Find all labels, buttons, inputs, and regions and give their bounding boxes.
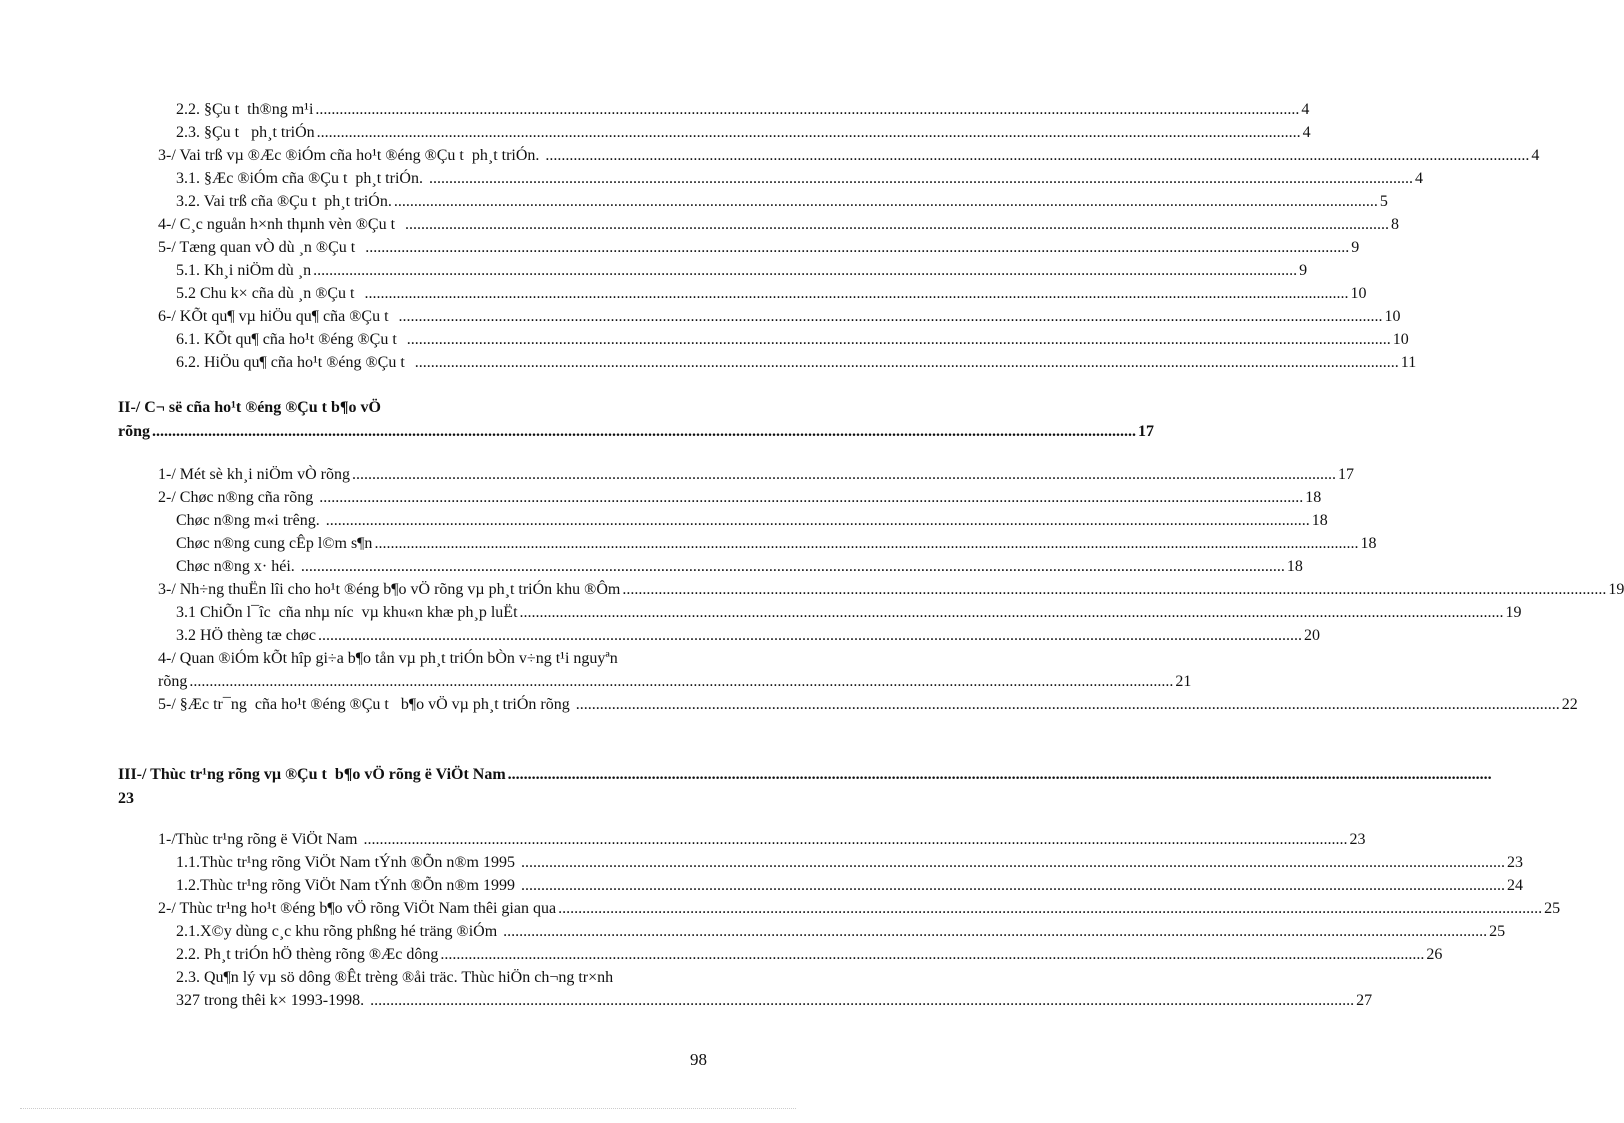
toc-entry: 1.2.Thùc tr¹ng rõng ViÖt Nam tÝnh ®Õn n®m 1999 ...................................................................................................................................................................................................................................................... 24 <box>176 877 1523 894</box>
toc-entry: 5-/ §Æc tr¯ng cña ho¹t ®éng ®Çu t b¶o vÖ vµ ph¸t triÓn rõng ...................................................................................................................................................................................................................................................... 22 <box>158 696 1578 713</box>
toc-entry: 3-/ Nh÷ng thuËn lîi cho ho¹t ®éng b¶o vÖ rõng vµ ph¸t triÓn khu ®Ôm ...................................................................................................................................................................................................................................................... 19 <box>158 581 1624 598</box>
toc-entry: 2.2. Ph¸t triÓn hÖ thèng rõng ®Æc dông ...................................................................................................................................................................................................................................................... 26 <box>176 946 1443 963</box>
toc-entry: 6-/ KÕt qu¶ vµ hiÖu qu¶ cña ®Çu t ...................................................................................................................................................................................................................................................... 10 <box>158 308 1401 325</box>
toc-entry: 3.2. Vai trß cña ®Çu t ph¸t triÓn. ...................................................................................................................................................................................................................................................... 5 <box>176 193 1388 210</box>
toc-entry: 3.1. §Æc ®iÓm cña ®Çu t ph¸t triÓn. ...................................................................................................................................................................................................................................................... 4 <box>176 170 1423 187</box>
toc-entry-cont: rõng ...................................................................................................................................................................................................................................................... 21 <box>158 673 1192 690</box>
toc-entry: 5-/ Tæng quan vÒ dù ¸n ®Çu t ...................................................................................................................................................................................................................................................... 9 <box>158 239 1360 256</box>
toc-entry: Chøc n®ng cung cÊp l©m s¶n ...................................................................................................................................................................................................................................................... 18 <box>176 535 1377 552</box>
toc-entry: 2.1.X©y dùng c¸c khu rõng phßng hé träng ®iÓm ...................................................................................................................................................................................................................................................... 25 <box>176 923 1506 940</box>
toc-entry: 1-/Thùc tr¹ng rõng ë ViÖt Nam ...................................................................................................................................................................................................................................................... 23 <box>158 831 1366 848</box>
toc-entry: 2.3. §Çu t ph¸t triÓn ...................................................................................................................................................................................................................................................... 4 <box>176 124 1311 141</box>
toc-entry: 5.2 Chu k× cña dù ¸n ®Çu t ...................................................................................................................................................................................................................................................... 10 <box>176 285 1367 302</box>
toc-entry: 1-/ Mét sè kh¸i niÖm vÒ rõng ...................................................................................................................................................................................................................................................... 17 <box>158 466 1354 483</box>
toc-entry: 2-/ Chøc n®ng cña rõng ...................................................................................................................................................................................................................................................... 18 <box>158 489 1322 506</box>
section-heading-cont: rõng ...................................................................................................................................................................................................................................................... 17 <box>118 423 1154 440</box>
toc-entry: 3.2 HÖ thèng tæ chøc ...................................................................................................................................................................................................................................................... 20 <box>176 627 1320 644</box>
toc-entry: Chøc n®ng x· héi. ...................................................................................................................................................................................................................................................... 18 <box>176 558 1303 575</box>
toc-entry: 2.2. §Çu t th®ng m¹i ...................................................................................................................................................................................................................................................... 4 <box>176 101 1310 118</box>
toc-entry: 4-/ Quan ®iÓm kÕt hîp gi÷a b¶o tån vµ ph¸t triÓn bÒn v÷ng t¹i nguyªn <box>158 650 618 667</box>
section-heading-page: 23 <box>118 790 134 807</box>
toc-entry: 2.3. Qu¶n lý vµ sö dông ®Êt trèng ®åi träc. Thùc hiÖn ch¬ng tr×nh <box>176 969 614 986</box>
toc-entry: 2-/ Thùc tr¹ng ho¹t ®éng b¶o vÖ rõng ViÖt Nam thêi gian qua ...................................................................................................................................................................................................................................................... 25 <box>158 900 1561 917</box>
toc-entry: 6.2. HiÖu qu¶ cña ho¹t ®éng ®Çu t ...................................................................................................................................................................................................................................................... 11 <box>176 354 1417 371</box>
section-heading: III-/ Thùc tr¹ng rõng vµ ®Çu t b¶o vÖ rõng ë ViÖt Nam ...................................................................................................................................................................................................................................................... <box>118 766 1492 783</box>
toc-entry-cont: 327 trong thêi k× 1993-1998. ...................................................................................................................................................................................................................................................... 27 <box>176 992 1373 1009</box>
page-number: 98 <box>690 1050 707 1069</box>
toc-entry: Chøc n®ng m«i trêng. ...................................................................................................................................................................................................................................................... 18 <box>176 512 1328 529</box>
toc-entry: 5.1. Kh¸i niÖm dù ¸n ...................................................................................................................................................................................................................................................... 9 <box>176 262 1308 279</box>
toc-entry: 3-/ Vai trß vµ ®Æc ®iÓm cña ho¹t ®éng ®Çu t ph¸t triÓn. ...................................................................................................................................................................................................................................................... 4 <box>158 147 1540 164</box>
toc-entry: 4-/ C¸c nguån h×nh thµnh vèn ®Çu t ...................................................................................................................................................................................................................................................... 8 <box>158 216 1400 233</box>
toc-entry: 1.1.Thùc tr¹ng rõng ViÖt Nam tÝnh ®Õn n®m 1995 ...................................................................................................................................................................................................................................................... 23 <box>176 854 1523 871</box>
toc-entry: 6.1. KÕt qu¶ cña ho¹t ®éng ®Çu t ...................................................................................................................................................................................................................................................... 10 <box>176 331 1409 348</box>
toc-entry: 3.1 ChiÕn l¯îc cña nhµ níc vµ khu«n khæ ph¸p luËt ...................................................................................................................................................................................................................................................... 19 <box>176 604 1522 621</box>
section-heading: II-/ C¬ së cña ho¹t ®éng ®Çu t b¶o vÖ <box>118 399 381 416</box>
footer-divider <box>20 1108 796 1109</box>
